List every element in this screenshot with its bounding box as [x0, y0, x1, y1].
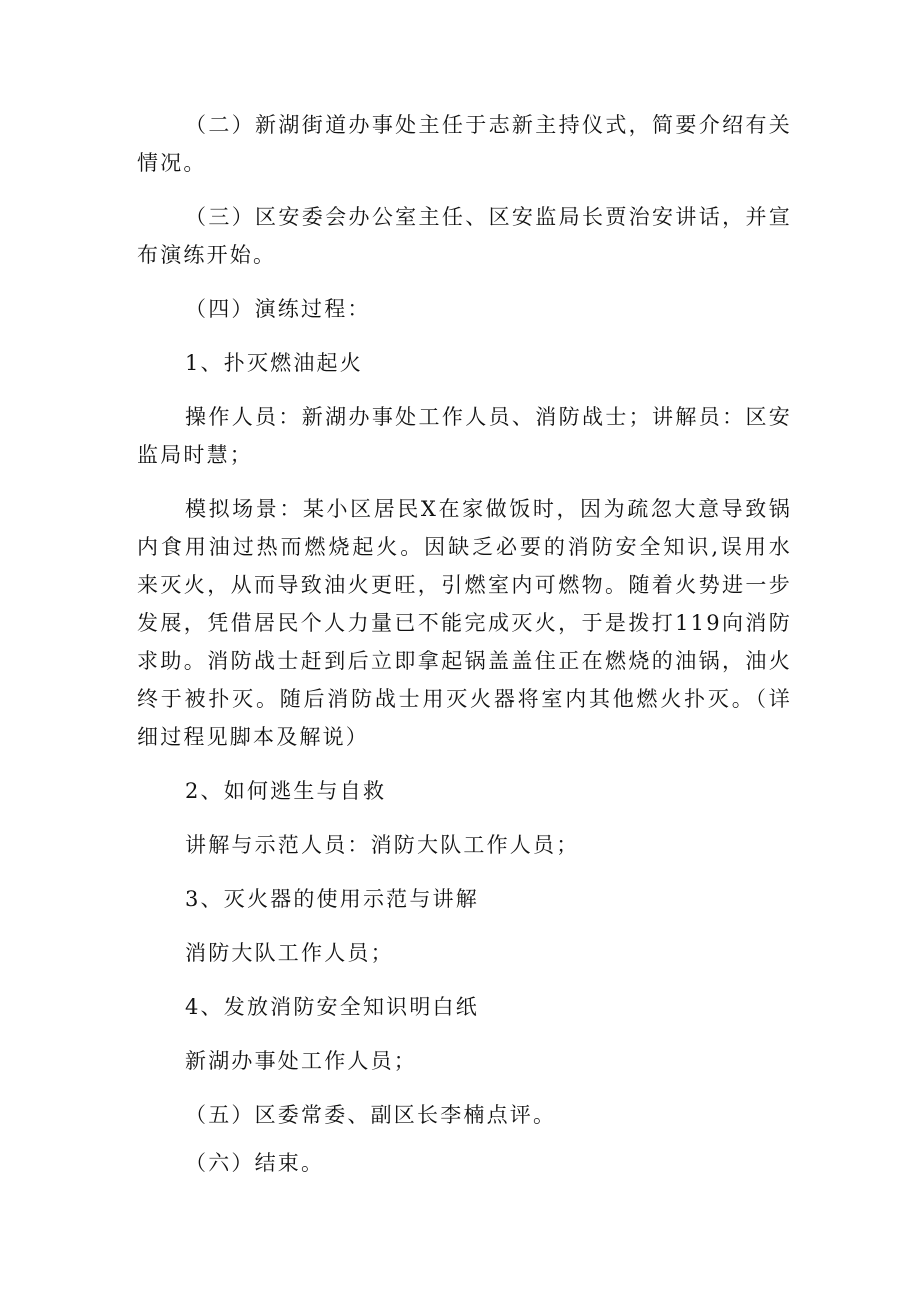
paragraph-item-2-personnel: 讲解与示范人员：消防大队工作人员；	[185, 833, 580, 857]
paragraph-comment: （五）区委常委、副区长李楠点评。	[185, 1103, 557, 1127]
paragraph-item-1-title: 1、扑灭燃油起火	[185, 351, 363, 375]
document-body	[137, 106, 792, 1198]
paragraph-speech-start: （三）区安委会办公室主任、区安监局长贾治安讲话，并宣布演练开始。	[137, 205, 792, 267]
paragraph-item-2-title: 2、如何逃生与自救	[185, 779, 387, 803]
paragraph-item-1-personnel: 操作人员：新湖办事处工作人员、消防战士；讲解员：区安监局时慧；	[137, 405, 792, 467]
paragraph-item-4-personnel: 新湖办事处工作人员；	[185, 1049, 417, 1073]
paragraph-end: （六）结束。	[185, 1151, 325, 1175]
paragraph-item-3-personnel: 消防大队工作人员；	[185, 941, 394, 965]
paragraph-item-1-scenario: 模拟场景：某小区居民X在家做饭时，因为疏忽大意导致锅内食用油过热而燃烧起火。因缺乏必要的消防安全知识,误用水来灭火，从而导致油火更旺，引燃室内可燃物。随着火势进一步发展，凭借居民个人力量已不能完成灭火，于是拨打119向消防求助。消防战士赶到后立即拿起锅盖盖住正在燃烧的油锅，油火终于被扑灭。随后消防战士用灭火器将室内其他燃火扑灭。（详细过程见脚本及解说）	[137, 497, 792, 749]
paragraph-item-3-title: 3、灭火器的使用示范与讲解	[185, 887, 479, 911]
paragraph-host-intro: （二）新湖街道办事处主任于志新主持仪式，简要介绍有关情况。	[137, 113, 792, 175]
paragraph-item-4-title: 4、发放消防安全知识明白纸	[185, 995, 479, 1019]
paragraph-drill-process: （四）演练过程：	[185, 297, 371, 321]
